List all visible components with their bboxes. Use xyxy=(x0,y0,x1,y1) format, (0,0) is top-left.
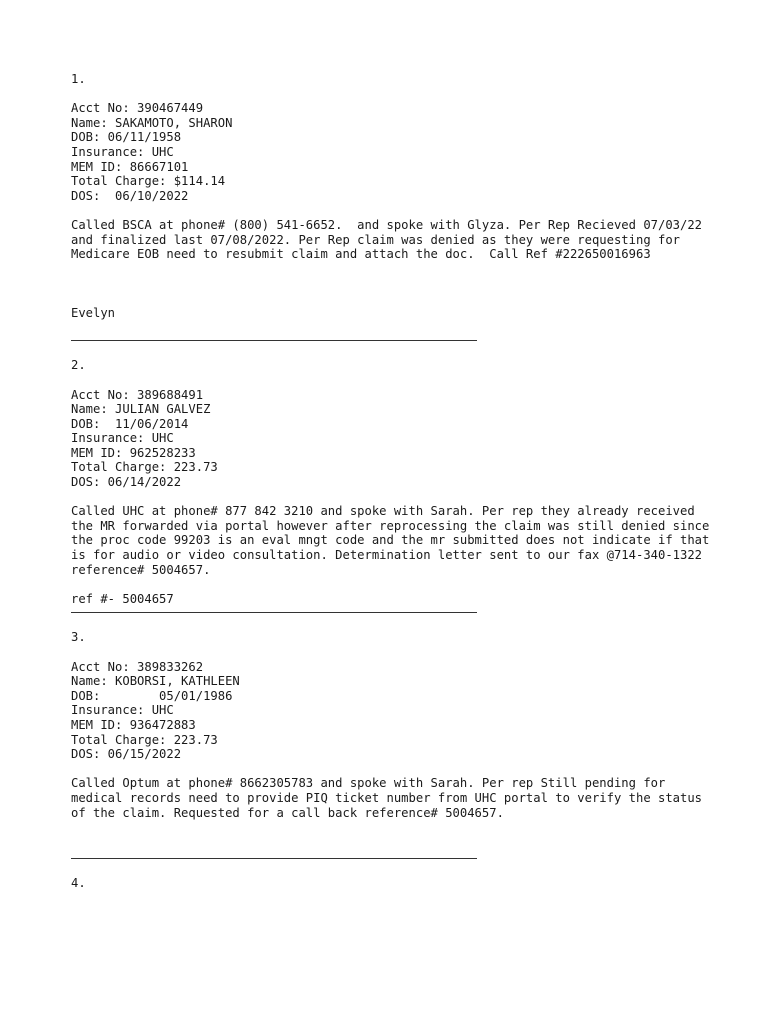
patient-name: Name: SAKAMOTO, SHARON xyxy=(71,115,233,130)
account-number: Acct No: 389688491 xyxy=(71,387,204,402)
patient-name: Name: JULIAN GALVEZ xyxy=(71,402,211,417)
member-id: MEM ID: 962528233 xyxy=(71,445,196,460)
record-number: 3. xyxy=(71,630,86,645)
insurance: Insurance: UHC xyxy=(71,703,174,718)
record-4 xyxy=(71,876,711,891)
divider xyxy=(71,340,477,341)
total-charge: Total Charge: 223.73 xyxy=(71,732,218,747)
record-number: 4. xyxy=(71,876,86,891)
account-number: Acct No: 390467449 xyxy=(71,101,204,116)
record-3 xyxy=(71,630,711,859)
date-of-service: DOS: 06/10/2022 xyxy=(71,188,189,203)
call-note: Called BSCA at phone# (800) 541-6652. and spoke with Glyza. Per Rep Recieved 07/03/22 and finalized last 07/08/2022. Per Rep claim was denied as they were requesting for Medicare EOB need to resubmit claim and attach the doc. Call Ref #222650016963 xyxy=(71,217,710,262)
patient-name: Name: KOBORSI, KATHLEEN xyxy=(71,674,240,689)
date-of-birth: DOB: 05/01/1986 xyxy=(71,688,233,703)
reference-number: ref #- 5004657 xyxy=(71,591,174,606)
date-of-birth: DOB: 11/06/2014 xyxy=(71,416,189,431)
insurance: Insurance: UHC xyxy=(71,431,174,446)
record-number: 2. xyxy=(71,358,86,373)
date-of-service: DOS: 06/14/2022 xyxy=(71,475,182,490)
record-2 xyxy=(71,358,717,613)
call-note: Called UHC at phone# 877 842 3210 and spoke with Sarah. Per rep they already received the MR forwarded via portal however after reprocessing the claim was still denied since the proc code 99203 is an eval mngt code and the mr submitted does not indicate if that is for audio or video consultation. Determination letter sent to our fax @714-340-1322 reference# 5004657. xyxy=(71,504,717,577)
signature: Evelyn xyxy=(71,305,116,320)
divider xyxy=(71,858,477,859)
date-of-service: DOS: 06/15/2022 xyxy=(71,747,182,762)
member-id: MEM ID: 936472883 xyxy=(71,717,196,732)
record-number: 1. xyxy=(71,72,86,86)
record-1 xyxy=(71,72,711,341)
total-charge: Total Charge: $114.14 xyxy=(71,174,226,189)
account-number: Acct No: 389833262 xyxy=(71,659,204,674)
member-id: MEM ID: 86667101 xyxy=(71,159,189,174)
document-page xyxy=(71,72,717,891)
call-note: Called Optum at phone# 8662305783 and spoke with Sarah. Per rep Still pending for medical records need to provide PIQ ticket number from UHC portal to verify the status of the claim. Requested for a call back reference# 5004657. xyxy=(71,776,710,820)
date-of-birth: DOB: 06/11/1958 xyxy=(71,130,182,145)
divider xyxy=(71,612,477,613)
insurance: Insurance: UHC xyxy=(71,144,174,159)
total-charge: Total Charge: 223.73 xyxy=(71,460,218,475)
